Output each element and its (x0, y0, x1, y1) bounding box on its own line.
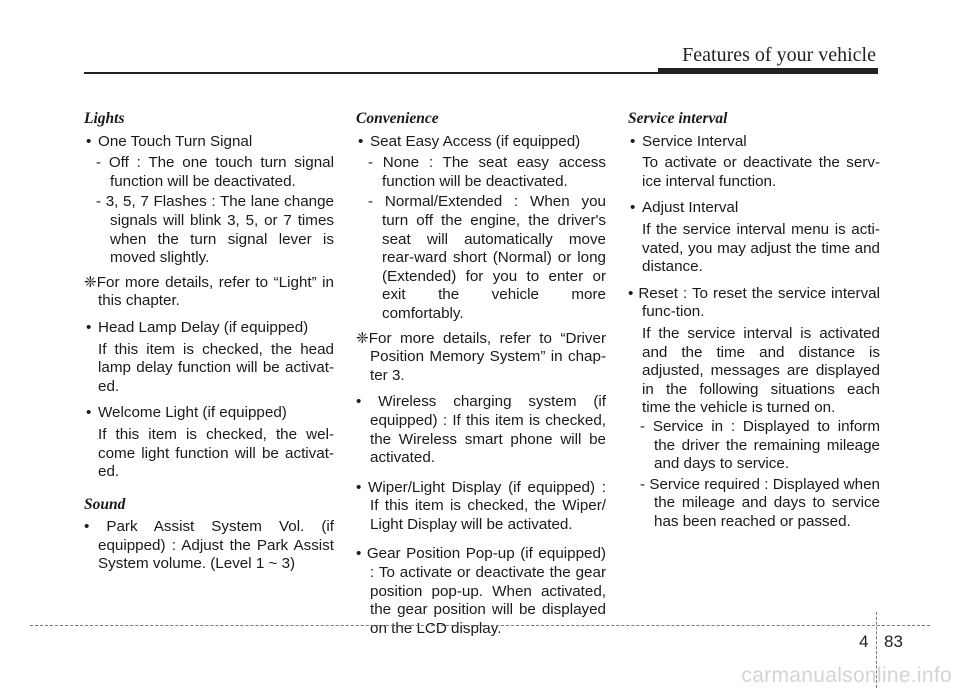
option-none: - None : The seat easy access function will be deactivated. (368, 154, 606, 190)
note-driver-position-memory: ❈For more details, refer to “Driver Position Memory System” in chap-ter 3. (356, 329, 606, 384)
section-title-convenience: Convenience (356, 110, 439, 127)
option-off: - Off : The one touch turn signal function will be deactivated. (96, 154, 334, 190)
list-item-reset: • Reset : To reset the service interval func-tion. (628, 284, 880, 321)
list-item-one-touch-turn-signal: • One Touch Turn Signal (84, 133, 334, 152)
note-lights: ❈For more details, refer to “Light” in this chapter. (84, 273, 334, 310)
section-title-service-interval: Service interval (628, 110, 728, 127)
option-normal-extended: - Normal/Extended : When you turn off the engine, the driver's seat will automatically move rear-ward short (Normal) or long (Extended) for you to enter or exit the vehicle more comfortably. (368, 193, 606, 322)
list-item-wiper-light-display: • Wiper/Light Display (if equipped) : If this item is checked, the Wiper/ Light Display will be activated. (356, 478, 606, 533)
running-header: Features of your vehicle (682, 44, 876, 66)
list-item-park-assist-volume: • Park Assist System Vol. (if equipped) : Adjust the Park Assist System volume. (Level 1 ~ 3) (84, 518, 334, 573)
column-right (628, 110, 880, 533)
list-item-gear-position-popup: • Gear Position Pop-up (if equipped) : To activate or deactivate the gear position pop-up. When activated, the gear position will be displayed on the LCD display. (356, 545, 606, 637)
head-lamp-delay-description: If this item is checked, the head lamp delay function will be activat-ed. (98, 340, 334, 395)
list-item-wireless-charging: • Wireless charging system (if equipped) : If this item is checked, the Wireless smart phone will be activated. (356, 393, 606, 467)
message-service-in: - Service in : Displayed to inform the driver the remaining mileage and days to service. (640, 417, 880, 473)
footer-rule (30, 625, 930, 626)
list-item-welcome-light: • Welcome Light (if equipped) (84, 404, 334, 423)
list-item-adjust-interval: • Adjust Interval (628, 199, 880, 218)
watermark: carmanualsonline.info (741, 664, 952, 687)
reset-description: If the service interval is activated and the time and distance is adjusted, messages are displayed in the following situations each time the vehicle is turned on. (642, 324, 880, 417)
column-middle (356, 110, 606, 641)
adjust-interval-description: If the service interval menu is acti-vated, you may adjust the time and distance. (642, 220, 880, 276)
welcome-light-description: If this item is checked, the wel-come light function will be activat-ed. (98, 425, 334, 481)
list-item-head-lamp-delay: • Head Lamp Delay (if equipped) (84, 319, 334, 338)
chapter-number: 4 (859, 632, 869, 651)
header-rule-accent (658, 68, 878, 74)
column-left (84, 110, 334, 577)
message-service-required: - Service required : Displayed when the mileage and days to service has been reached or passed. (640, 475, 880, 530)
list-item-service-interval: • Service Interval (628, 133, 880, 152)
section-title-lights: Lights (84, 110, 125, 127)
option-flashes: - 3, 5, 7 Flashes : The lane change signals will blink 3, 5, or 7 times when the turn signal lever is moved slightly. (96, 193, 334, 267)
page-number: 83 (884, 632, 903, 651)
section-title-sound: Sound (84, 495, 126, 513)
list-item-seat-easy-access: • Seat Easy Access (if equipped) (356, 133, 606, 152)
service-interval-description: To activate or deactivate the serv-ice interval function. (642, 154, 880, 190)
